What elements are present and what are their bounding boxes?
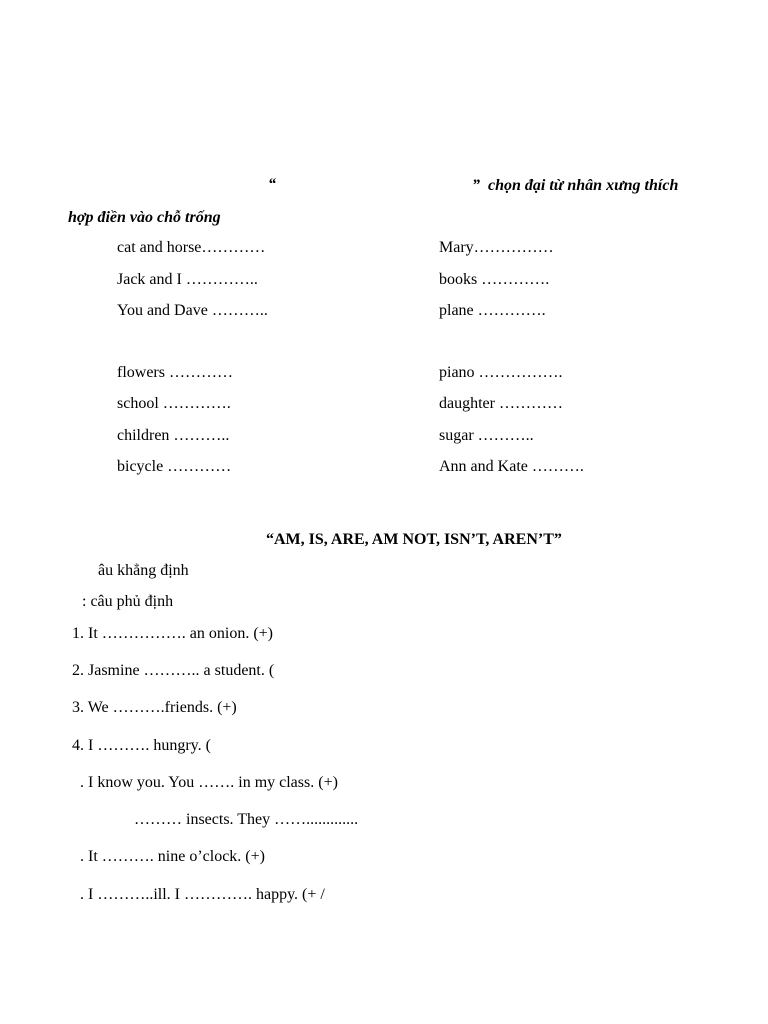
heading-instruction-continued: hợp điền vào chỗ trống — [68, 209, 221, 226]
heading-instruction: ” chọn đại từ nhân xưng thích — [472, 177, 679, 194]
exercise2-item: ……… insects. They ……............. — [134, 811, 359, 828]
exercise2-item: . I ………..ill. I …………. happy. (+ / — [80, 886, 325, 903]
exercise2-item: 3. We ……….friends. (+) — [72, 699, 237, 716]
exercise1-left-item: Jack and I ………….. — [117, 271, 258, 288]
section2-title: “AM, IS, ARE, AM NOT, ISN’T, AREN’T” — [266, 531, 562, 548]
legend-positive: âu khẳng định — [98, 562, 189, 579]
exercise2-item: 4. I ………. hungry. ( — [72, 737, 211, 754]
exercise1-right-item: piano ……………. — [439, 364, 563, 381]
exercise1-right-item: books …………. — [439, 271, 550, 288]
exercise1-left-item: children ……….. — [117, 427, 230, 444]
exercise1-left-item: flowers ………… — [117, 364, 233, 381]
exercise1-left-item: You and Dave ……….. — [117, 302, 268, 319]
exercise1-left-item: school …………. — [117, 395, 231, 412]
exercise1-right-item: Mary…………… — [439, 239, 554, 256]
exercise2-item: 1. It ……………. an onion. (+) — [72, 625, 273, 642]
exercise2-item: . It ………. nine o’clock. (+) — [80, 848, 265, 865]
heading-open-quote: “ — [268, 176, 276, 193]
exercise1-right-item: sugar ……….. — [439, 427, 534, 444]
exercise2-item: . I know you. You ……. in my class. (+) — [80, 774, 338, 791]
exercise1-right-item: plane …………. — [439, 302, 546, 319]
exercise1-left-item: cat and horse………… — [117, 239, 266, 256]
exercise1-right-item: Ann and Kate ………. — [439, 458, 584, 475]
legend-negative: : câu phủ định — [82, 593, 174, 610]
exercise1-right-item: daughter ………… — [439, 395, 563, 412]
exercise2-item: 2. Jasmine ……….. a student. ( — [72, 662, 275, 679]
exercise1-left-item: bicycle ………… — [117, 458, 232, 475]
